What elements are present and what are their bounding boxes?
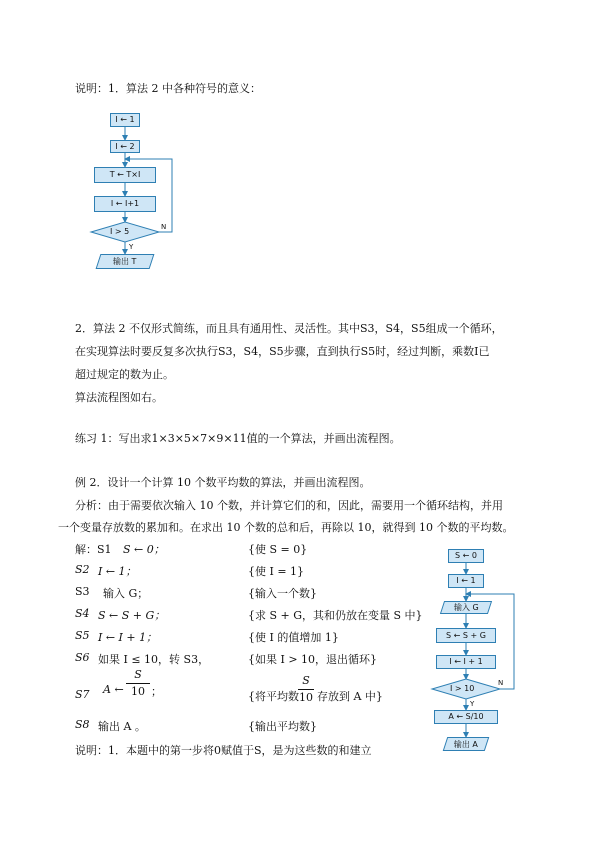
step-comment: {使 I = 1} xyxy=(248,565,305,578)
step-label: S2 xyxy=(75,563,90,576)
flow1-yes-label: Y xyxy=(129,243,134,251)
example2-analysis-line1: 分析：由于需要依次输入 10 个数，并计算它们的和，因此，需要用一个循环结构，并用 xyxy=(75,499,503,512)
flow2-box-s-plus-g: S ← S + G xyxy=(436,628,496,643)
step-comment-prefix: {将平均数 xyxy=(248,690,299,703)
para2-line2: 在实现算法时要反复多次执行S3，S4，S5步骤，直到执行S5时，经过判断，乘数I已 xyxy=(75,345,490,358)
final-note: 说明：1．本题中的第一步将0赋值于S，是为这些数的和建立 xyxy=(75,744,372,757)
flow2-input-g xyxy=(440,601,492,614)
step-comment-suffix: 存放到 A 中} xyxy=(317,690,383,703)
step-comment: {如果 I > 10，退出循环} xyxy=(248,653,378,666)
step-label: S4 xyxy=(75,607,90,620)
flow2-box-s0: S ← 0 xyxy=(448,549,484,563)
step-statement: 如果 I ≤ 10，转 S3， xyxy=(98,653,210,666)
step-statement: S ← 0； xyxy=(123,543,165,556)
flow2-box-i1: I ← 1 xyxy=(448,574,484,588)
flow2-output-label: 输出 A xyxy=(453,739,478,749)
step-label: S6 xyxy=(75,651,90,664)
para2-line1: 2．算法 2 不仅形式简练，而且具有通用性、灵活性。其中S3，S4，S5组成一个循环， xyxy=(75,322,503,335)
fraction-numerator: S xyxy=(302,674,310,687)
para2-line3: 超过规定的数为止。 xyxy=(75,368,174,381)
step-statement: I ← 1； xyxy=(98,565,137,578)
fraction-denominator: 10 xyxy=(299,691,313,704)
step-statement-suffix: ； xyxy=(151,685,162,698)
step-label: 解：S1 xyxy=(75,543,112,556)
flow2-no-label: N xyxy=(498,679,504,687)
flow1-box-i1: I ← 1 xyxy=(110,113,140,127)
step-label: S5 xyxy=(75,629,90,642)
flow2-box-average: A ← S/10 xyxy=(434,710,498,724)
step-statement: 输入 G； xyxy=(103,587,149,600)
flow1-box-t-times-i: T ← T×I xyxy=(94,167,156,183)
fraction-numerator: S xyxy=(134,668,142,681)
step-comment: {使 I 的值增加 1} xyxy=(248,631,339,644)
exercise-1: 练习 1：写出求1×3×5×7×9×11值的一个算法，并画出流程图。 xyxy=(75,432,401,445)
step-statement: S ← S + G； xyxy=(98,609,166,622)
step-statement: I ← I + 1； xyxy=(98,631,158,644)
step-statement: 输出 A 。 xyxy=(98,720,146,733)
flow1-box-i2: I ← 2 xyxy=(110,140,140,153)
flow2-decision-label: I > 10 xyxy=(450,684,475,693)
flow2-box-i-increment: I ← I + 1 xyxy=(436,655,496,669)
step-label: S7 xyxy=(75,688,90,701)
flow2-yes-label: Y xyxy=(470,700,475,708)
step-statement-prefix: A ← xyxy=(103,683,124,696)
step-label: S8 xyxy=(75,718,90,731)
step-comment: {输出平均数} xyxy=(248,720,317,733)
fraction-denominator: 10 xyxy=(126,683,150,698)
flow1-no-label: N xyxy=(161,223,167,231)
flow2-input-label: 输入 G xyxy=(453,603,479,612)
para2-line4: 算法流程图如右。 xyxy=(75,391,163,404)
step-comment: {输入一个数} xyxy=(248,587,317,600)
example2-analysis-line2: 一个变量存放数的累加和。在求出 10 个数的总和后，再除以 10，就得到 10 个数的平均数。 xyxy=(58,521,514,534)
flow1-box-i-increment: I ← I+1 xyxy=(94,196,156,212)
flow1-decision-label: I > 5 xyxy=(110,227,130,236)
flow1-output-label: 输出 T xyxy=(113,257,137,266)
step-comment: {求 S + G，其和仍放在变量 S 中} xyxy=(248,609,423,622)
note1-heading: 说明：1．算法 2 中各种符号的意义： xyxy=(75,82,261,95)
example2-title: 例 2．设计一个计算 10 个数平均数的算法，并画出流程图。 xyxy=(75,476,371,489)
step-label: S3 xyxy=(75,585,90,598)
step-comment: {使 S = 0} xyxy=(248,543,308,556)
flow2-output-a xyxy=(443,737,490,751)
